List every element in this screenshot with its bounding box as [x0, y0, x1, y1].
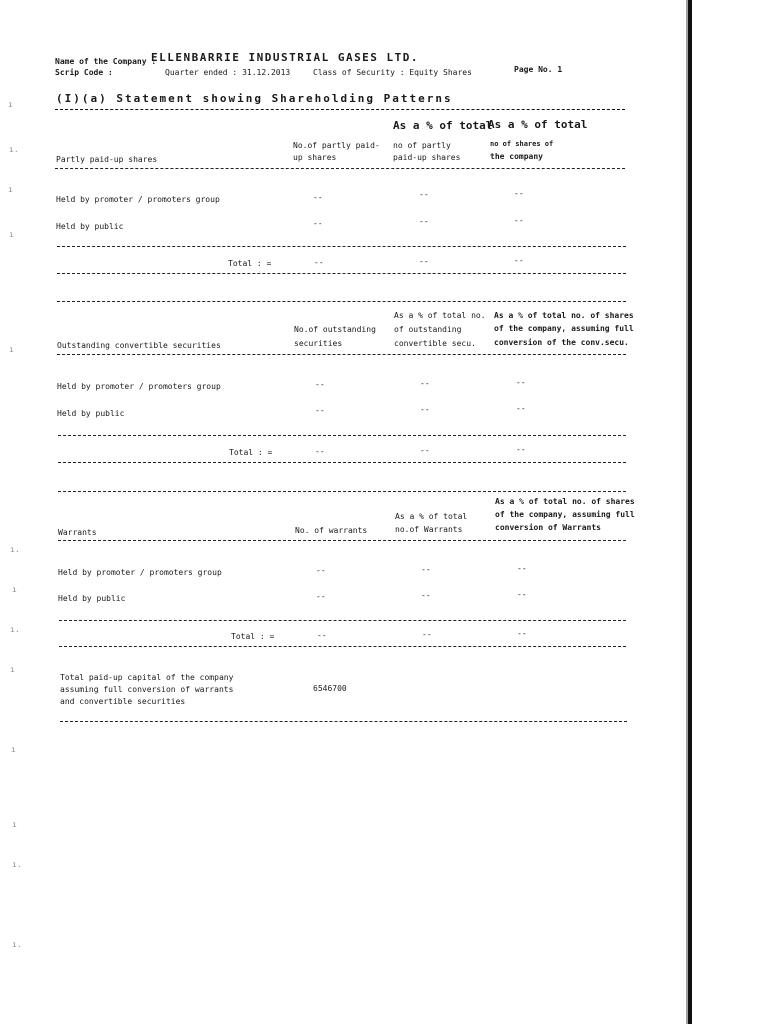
col3-header-line: no of shares of	[490, 140, 554, 148]
cell-value: --	[419, 217, 429, 226]
margin-speck: ı.	[12, 860, 22, 869]
col2-header-line: convertible secu.	[394, 339, 476, 348]
section-heading: Outstanding convertible securities	[57, 341, 221, 350]
margin-speck: ı.	[9, 145, 19, 154]
col3-header-line: As a % of total no. of shares	[494, 311, 634, 320]
divider	[55, 109, 625, 110]
page-title: (I)(a) Statement showing Shareholding Patterns	[56, 92, 453, 105]
col3-header-line: of the company, assuming full	[495, 510, 635, 519]
cell-value: --	[517, 629, 527, 638]
row-label: Held by promoter / promoters group	[58, 568, 222, 577]
footer-label-line: and convertible securities	[60, 697, 186, 706]
col2-header-line: paid-up shares	[393, 153, 461, 162]
col3-header-line: conversion of Warrants	[495, 523, 601, 532]
cell-value: --	[419, 257, 429, 266]
cell-value: --	[313, 193, 323, 202]
cell-value: --	[516, 404, 526, 413]
col1-header-line: up shares	[293, 153, 337, 162]
divider	[58, 435, 626, 436]
cell-value: --	[516, 445, 526, 454]
margin-speck: ı	[11, 745, 16, 754]
cell-value: --	[315, 406, 325, 415]
divider	[57, 273, 626, 274]
cell-value: --	[517, 564, 527, 573]
col1-header-line: No.of outstanding	[294, 325, 376, 334]
cell-value: --	[422, 630, 432, 639]
footer-label-line: Total paid-up capital of the company	[60, 673, 234, 682]
divider	[57, 246, 626, 247]
total-label: Total : =	[228, 259, 272, 268]
total-capital-value: 6546700	[313, 684, 347, 693]
cell-value: --	[316, 566, 326, 575]
cell-value: --	[421, 591, 431, 600]
row-label: Held by public	[57, 409, 125, 418]
col1-header-line: No.of partly paid-	[293, 141, 380, 150]
col1-header-line: securities	[294, 339, 343, 348]
margin-speck: ı.	[12, 940, 22, 949]
company-name: ELLENBARRIE INDUSTRIAL GASES LTD.	[151, 51, 420, 64]
footer-label-line: assuming full conversion of warrants	[60, 685, 234, 694]
col2-header-line: of outstanding	[394, 325, 462, 334]
margin-speck: ı	[8, 100, 13, 109]
col3-header-line: conversion of the conv.secu.	[494, 338, 629, 347]
divider	[58, 462, 626, 463]
cell-value: --	[421, 565, 431, 574]
col3-header-line: the company	[490, 152, 543, 161]
cell-value: --	[420, 446, 430, 455]
section-heading: Warrants	[58, 528, 97, 537]
cell-value: --	[516, 378, 526, 387]
cell-value: --	[315, 447, 325, 456]
margin-speck: ı	[8, 185, 13, 194]
col2-header-line: no of partly	[393, 141, 451, 150]
total-label: Total : =	[231, 632, 275, 641]
class-of-security: Class of Security : Equity Shares	[313, 68, 472, 77]
col2-header-line: As a % of total	[395, 512, 468, 521]
margin-speck: ı.	[10, 545, 20, 554]
cell-value: --	[420, 405, 430, 414]
divider	[57, 301, 626, 302]
col2-header-line: As a % of total no.	[394, 311, 486, 320]
divider	[58, 491, 626, 492]
row-label: Held by public	[56, 222, 124, 231]
row-label: Held by public	[58, 594, 126, 603]
divider	[59, 620, 626, 621]
total-label: Total : =	[229, 448, 273, 457]
cell-value: --	[313, 219, 323, 228]
cell-value: --	[316, 592, 326, 601]
divider	[59, 646, 626, 647]
margin-speck: ı	[9, 345, 14, 354]
margin-speck: ı.	[10, 625, 20, 634]
row-label: Held by promoter / promoters group	[56, 195, 220, 204]
scrip-code: Scrip Code :	[55, 68, 113, 77]
margin-speck: ı	[9, 230, 14, 239]
cell-value: --	[514, 216, 524, 225]
cell-value: --	[517, 590, 527, 599]
divider	[57, 354, 626, 355]
cell-value: --	[419, 190, 429, 199]
company-label: Name of the Company :	[55, 57, 157, 66]
col3-header-line: As a % of total no. of shares	[495, 497, 635, 506]
cell-value: --	[314, 258, 324, 267]
margin-speck: ı	[12, 585, 17, 594]
quarter-ended: Quarter ended : 31.12.2013	[165, 68, 291, 77]
section-heading: Partly paid-up shares	[56, 155, 158, 164]
margin-speck: ı	[12, 820, 17, 829]
cell-value: --	[315, 380, 325, 389]
margin-speck: ı	[10, 665, 15, 674]
divider	[55, 168, 625, 169]
divider	[58, 540, 626, 541]
cell-value: --	[317, 631, 327, 640]
cell-value: --	[420, 379, 430, 388]
divider	[60, 721, 627, 722]
page-number: Page No. 1	[514, 65, 563, 74]
col2-header-line: As a % of total	[393, 119, 493, 132]
cell-value: --	[514, 256, 524, 265]
right-margin	[692, 0, 768, 1024]
cell-value: --	[514, 189, 524, 198]
col1-header-line: No. of warrants	[295, 526, 368, 535]
col3-header-line: of the company, assuming full	[494, 324, 634, 333]
col2-header-line: no.of Warrants	[395, 525, 463, 534]
row-label: Held by promoter / promoters group	[57, 382, 221, 391]
col3-header-line: As a % of total	[488, 118, 588, 131]
